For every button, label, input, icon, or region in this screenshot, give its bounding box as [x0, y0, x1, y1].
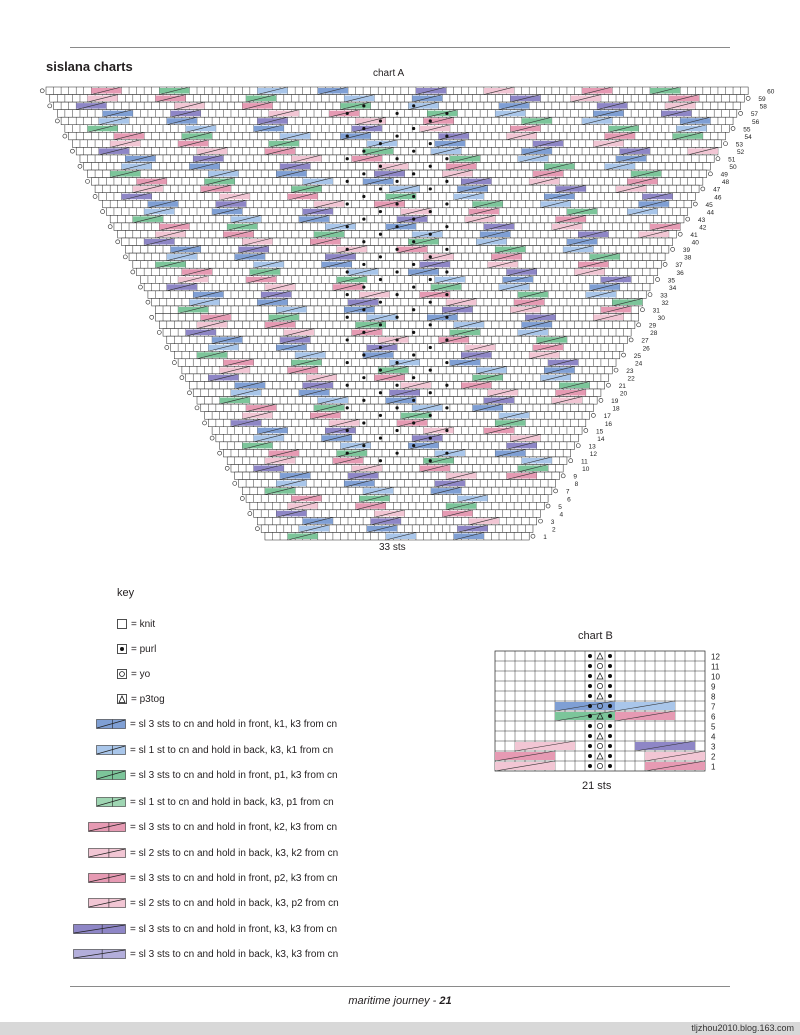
chart-b-row-label: 11	[711, 662, 720, 672]
chart-a-row-label: 2	[551, 526, 556, 534]
publication-name: maritime journey -	[348, 995, 440, 1007]
key-item-label: = sl 3 sts to cn and hold in front, p1, k3 from cn	[130, 769, 338, 781]
purple-cable-front-symbol	[73, 924, 126, 934]
chart-a-row-label: 21	[618, 383, 626, 390]
light-pink-purl-cable-back-symbol	[88, 898, 126, 908]
chart-b-row-label: 12	[711, 652, 720, 662]
bottom-rule	[70, 986, 730, 987]
chart-a-row-label: 8	[574, 481, 579, 489]
chart-a-row-label: 17	[603, 413, 611, 421]
purl-dot	[588, 734, 592, 738]
chart-a-row-label: 54	[744, 133, 752, 141]
chart-a-row-label: 14	[597, 435, 605, 443]
chart-b-title: chart B	[578, 630, 613, 642]
key-item	[88, 820, 337, 834]
purl-dot	[588, 744, 592, 748]
chart-b-row-label: 2	[711, 752, 716, 762]
chart-a-row-label: 7	[565, 488, 570, 496]
purl-dot	[608, 654, 612, 658]
chart-a-row-label: 5	[558, 503, 562, 511]
chart-a-row-label: 46	[714, 194, 722, 202]
purl-dot	[588, 764, 592, 768]
purl-dot	[608, 764, 612, 768]
chart-a-row-label: 34	[669, 284, 677, 292]
chart-a-row-label: 23	[626, 367, 634, 375]
chart-a-row-label: 44	[706, 209, 714, 217]
chart-a-row-label: 12	[589, 450, 597, 458]
watermark-text: tljzhou2010.blog.163.com	[691, 1023, 794, 1033]
chart-a-row-label: 57	[750, 111, 759, 119]
chart-a-row-label: 47	[713, 186, 721, 194]
key-item	[88, 846, 338, 860]
chart-a-row-label: 41	[690, 232, 698, 239]
chart-b-row-label: 3	[711, 742, 716, 752]
key-title: key	[117, 587, 135, 599]
purl-dot	[608, 744, 612, 748]
chart-a-row-label: 19	[611, 398, 619, 406]
chart-a-row-label: 26	[642, 345, 650, 353]
chart-a-row-label: 38	[684, 254, 692, 262]
purl-dot	[588, 754, 592, 758]
key-item	[88, 896, 339, 910]
chart-a-row-label: 6	[567, 496, 571, 504]
key-item-label: = sl 3 sts to cn and hold in front, k1, k3 from cn	[130, 718, 338, 730]
key-item-label: = sl 2 sts to cn and hold in back, k3, p2 from cn	[130, 897, 339, 909]
chart-b-grid	[495, 651, 720, 772]
pink-purl-cable-front-symbol	[88, 873, 126, 883]
chart-a-row-label: 35	[667, 277, 676, 285]
chart-a-row-label: 22	[627, 375, 635, 383]
chart-b-row-label: 8	[711, 692, 716, 702]
chart-a-row-label: 50	[729, 164, 737, 172]
chart-a-row-label: 32	[661, 299, 669, 307]
chart-a-row-label: 45	[705, 201, 713, 209]
chart-a-row-label: 10	[582, 466, 590, 474]
chart-a-stitch-count: 33 sts	[379, 542, 406, 553]
page-footer	[0, 995, 800, 1007]
chart-b-row-label: 10	[711, 672, 720, 682]
light-pink-cable-back-symbol	[88, 848, 126, 858]
page-title: sislana charts	[46, 59, 133, 74]
key-item-label: = sl 3 sts to cn and hold in front, p2, k3 from cn	[130, 872, 338, 884]
purl-dot	[608, 734, 612, 738]
chart-a-row-label: 31	[652, 307, 660, 315]
chart-a-row-label: 16	[604, 420, 613, 428]
chart-a-row-label: 20	[619, 390, 628, 398]
chart-a-row-label: 29	[648, 322, 657, 330]
chart-b-row-label: 6	[711, 712, 716, 722]
purl-dot	[588, 664, 592, 668]
key-item-label: = purl	[131, 643, 157, 655]
chart-a-row-label: 40	[691, 239, 699, 247]
chart-a-row-label: 59	[758, 96, 766, 104]
chart-a-row-label: 52	[736, 148, 745, 156]
purl-dot	[588, 654, 592, 658]
key-item-label: = p3tog	[131, 693, 165, 705]
chart-a-row-label: 18	[612, 405, 620, 413]
purl-dot	[608, 754, 612, 758]
chart-a-row-label: 27	[641, 337, 649, 345]
chart-a-row-label: 24	[635, 360, 643, 368]
key-item-label: = sl 1 st to cn and hold in back, k3, p1 from cn	[130, 796, 334, 808]
chart-a-row-label: 39	[682, 247, 691, 255]
chart-b-row-label: 7	[711, 702, 716, 712]
chart-a-row-label: 43	[697, 216, 706, 224]
chart-a-row-label: 13	[588, 443, 596, 451]
light-purple-cable-back-symbol	[73, 949, 126, 959]
chart-a-row-label: 15	[596, 428, 604, 436]
chart-a-row-label: 60	[767, 88, 775, 96]
chart-a-row-label: 42	[699, 224, 707, 232]
purl-dot	[588, 704, 592, 708]
chart-a-row-label: 1	[543, 534, 547, 541]
key-item-label: = sl 3 sts to cn and hold in back, k3, k3 from cn	[130, 948, 339, 960]
chart-a-row-label: 53	[735, 141, 743, 149]
key-item-label: = knit	[131, 618, 156, 630]
purl-dot	[608, 694, 612, 698]
chart-a-row-label: 9	[573, 473, 578, 481]
chart-a-row-label: 25	[633, 352, 642, 360]
page-number: 21	[439, 995, 452, 1007]
purl-dot	[608, 704, 612, 708]
key-item-label: = yo	[131, 668, 151, 680]
chart-b-row-label: 9	[711, 682, 716, 692]
purl-dot	[588, 684, 592, 688]
chart-a-row-label: 36	[676, 269, 684, 277]
key-item	[73, 922, 337, 936]
key-item-label: = sl 2 sts to cn and hold in back, k3, k2 from cn	[130, 847, 339, 859]
chart-b-row-label: 4	[711, 732, 716, 742]
watermark-bar	[0, 1022, 800, 1035]
chart-a-row-label: 28	[650, 330, 658, 338]
chart-a-row-label: 3	[550, 518, 555, 526]
key-item-label: = sl 3 sts to cn and hold in front, k3, k3 from cn	[130, 923, 338, 935]
chart-a-row-label: 48	[721, 179, 730, 187]
purl-dot	[588, 674, 592, 678]
purl-dot	[608, 674, 612, 678]
key-item-label: = sl 1 st to cn and hold in back, k3, k1 from cn	[130, 744, 334, 756]
chart-a-row-label: 11	[580, 458, 588, 466]
chart-a-row-label: 55	[743, 126, 751, 134]
chart-a-row-label: 37	[675, 262, 683, 270]
chart-b-stitch-count: 21 sts	[582, 780, 612, 792]
purl-dot	[608, 714, 612, 718]
chart-a-row-label: 30	[657, 315, 665, 323]
key-item-label: = sl 3 sts to cn and hold in front, k2, k3 from cn	[130, 821, 338, 833]
purl-dot	[608, 664, 612, 668]
chart-a-title: chart A	[373, 68, 405, 79]
chart-a-row-label: 56	[752, 118, 760, 126]
purl-dot	[588, 724, 592, 728]
chart-a-row-label: 51	[728, 156, 736, 164]
purl-dot	[608, 724, 612, 728]
purl-dot	[588, 714, 592, 718]
chart-b-row-label: 1	[711, 762, 716, 772]
pink-cable-front-symbol	[88, 822, 126, 832]
purl-dot	[608, 684, 612, 688]
chart-a-row-label: 4	[559, 511, 564, 519]
chart-a-row-label: 49	[720, 171, 728, 179]
chart-a-row-label: 33	[660, 292, 668, 300]
key-item	[73, 947, 338, 961]
chart-b-row-label: 5	[711, 722, 716, 732]
key-item	[88, 871, 338, 885]
chart-a-row-label: 58	[759, 103, 767, 111]
purl-dot	[588, 694, 592, 698]
